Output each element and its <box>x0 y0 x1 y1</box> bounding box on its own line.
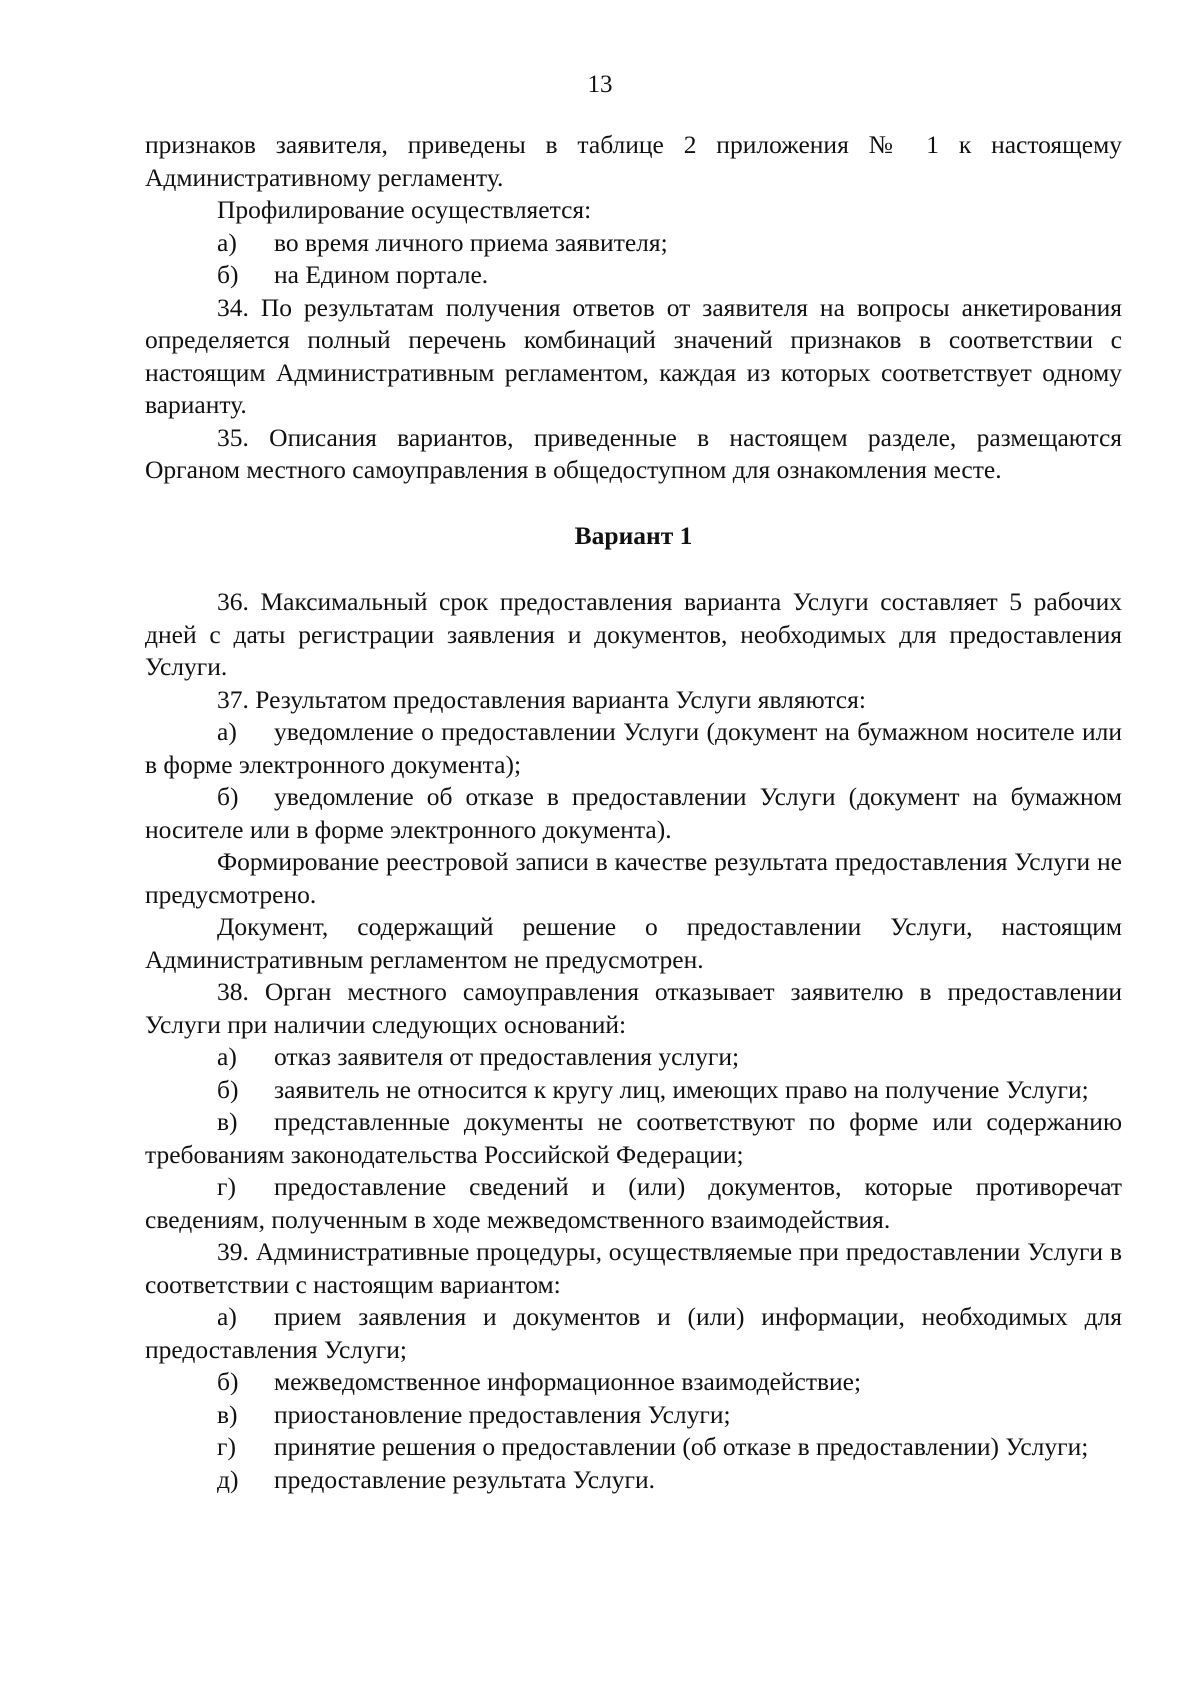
list-item <box>145 1301 1122 1366</box>
list-item <box>145 716 1122 781</box>
list-item <box>145 781 1122 846</box>
paragraph-continuation: признаков заявителя, приведены в таблице 2 приложения № 1 к настоящему Административному регламенту. <box>145 130 1122 192</box>
list-marker: а) <box>217 227 237 257</box>
list-marker: а) <box>217 1302 237 1331</box>
list-item-text: на Едином портале. <box>274 260 489 289</box>
list-item <box>145 259 1122 292</box>
paragraph-registry-record: Формирование реестровой записи в качестве результата предоставления Услуги не предусмотрено. <box>145 847 1122 909</box>
paragraph-36: 36. Максимальный срок предоставления варианта Услуги составляет 5 рабочих дней с даты регистрации заявления и документов, необходимых для предоставления Услуги. <box>145 587 1122 681</box>
list-marker: б) <box>217 260 239 289</box>
list-item <box>145 1106 1122 1171</box>
list-item <box>145 1431 1122 1464</box>
paragraph-profiling-intro: Профилирование осуществляется: <box>217 195 592 224</box>
list-item <box>145 1399 1122 1432</box>
list-item-text: межведомственное информационное взаимодействие; <box>274 1367 862 1396</box>
list-item-text: во время личного приема заявителя; <box>274 227 668 257</box>
list-marker: а) <box>217 1042 237 1071</box>
list-item-text: принятие решения о предоставлении (об отказе в предоставлении) Услуги; <box>274 1432 1089 1461</box>
list-item-text: предоставление результата Услуги. <box>274 1464 656 1494</box>
list-marker: б) <box>217 782 239 811</box>
list-marker: г) <box>217 1172 236 1201</box>
list-item-text: прием заявления и документов и (или) информации, необходимых для предоставления Услуги; <box>145 1302 1122 1364</box>
paragraph-39: 39. Административные процедуры, осуществляемые при предоставлении Услуги в соответствии с настоящим вариантом: <box>145 1237 1122 1299</box>
paragraph-38: 38. Орган местного самоуправления отказывает заявителю в предоставлении Услуги при наличии следующих оснований: <box>145 977 1122 1039</box>
list-item <box>145 1074 1122 1107</box>
list-item-text: представленные документы не соответствуют по форме или содержанию требованиям законодательства Российской Федерации; <box>145 1107 1122 1169</box>
list-marker: б) <box>217 1074 239 1104</box>
list-item <box>145 1464 1122 1497</box>
list-marker: б) <box>217 1367 239 1396</box>
paragraph-decision-document: Документ, содержащий решение о предоставлении Услуги, настоящим Административным регламентом не предусмотрен. <box>145 912 1122 974</box>
list-item-text: уведомление об отказе в предоставлении Услуги (документ на бумажном носителе или в форме электронного документа). <box>145 782 1122 844</box>
list-item-text: приостановление предоставления Услуги; <box>274 1399 731 1429</box>
page-number: 13 <box>587 71 613 98</box>
paragraph-37: 37. Результатом предоставления варианта Услуги являются: <box>217 684 866 714</box>
list-marker: а) <box>217 717 237 746</box>
document-body <box>145 129 1122 1496</box>
list-item-text: заявитель не относится к кругу лиц, имеющих право на получение Услуги; <box>274 1074 1089 1104</box>
paragraph-34: 34. По результатам получения ответов от заявителя на вопросы анкетирования определяется полный перечень комбинаций значений признаков в соответствии с настоящим Административным регламентом, каждая из которых соответствует одному варианту. <box>145 292 1122 419</box>
section-heading: Вариант 1 <box>574 520 693 550</box>
list-item <box>145 227 1122 260</box>
list-item <box>145 1041 1122 1074</box>
list-item <box>145 1366 1122 1399</box>
list-marker: в) <box>217 1107 238 1136</box>
list-item-text: предоставление сведений и (или) документов, которые противоречат сведениям, полученным в ходе межведомственного взаимодействия. <box>145 1172 1122 1234</box>
list-marker: г) <box>217 1432 236 1461</box>
list-marker: в) <box>217 1399 238 1429</box>
list-item-text: отказ заявителя от предоставления услуги; <box>274 1042 740 1071</box>
list-marker: д) <box>217 1464 239 1494</box>
list-item <box>145 1171 1122 1236</box>
paragraph-35: 35. Описания вариантов, приведенные в настоящем разделе, размещаются Органом местного самоуправления в общедоступном для ознакомления месте. <box>145 422 1122 484</box>
list-item-text: уведомление о предоставлении Услуги (документ на бумажном носителе или в форме электронного документа); <box>145 717 1122 779</box>
